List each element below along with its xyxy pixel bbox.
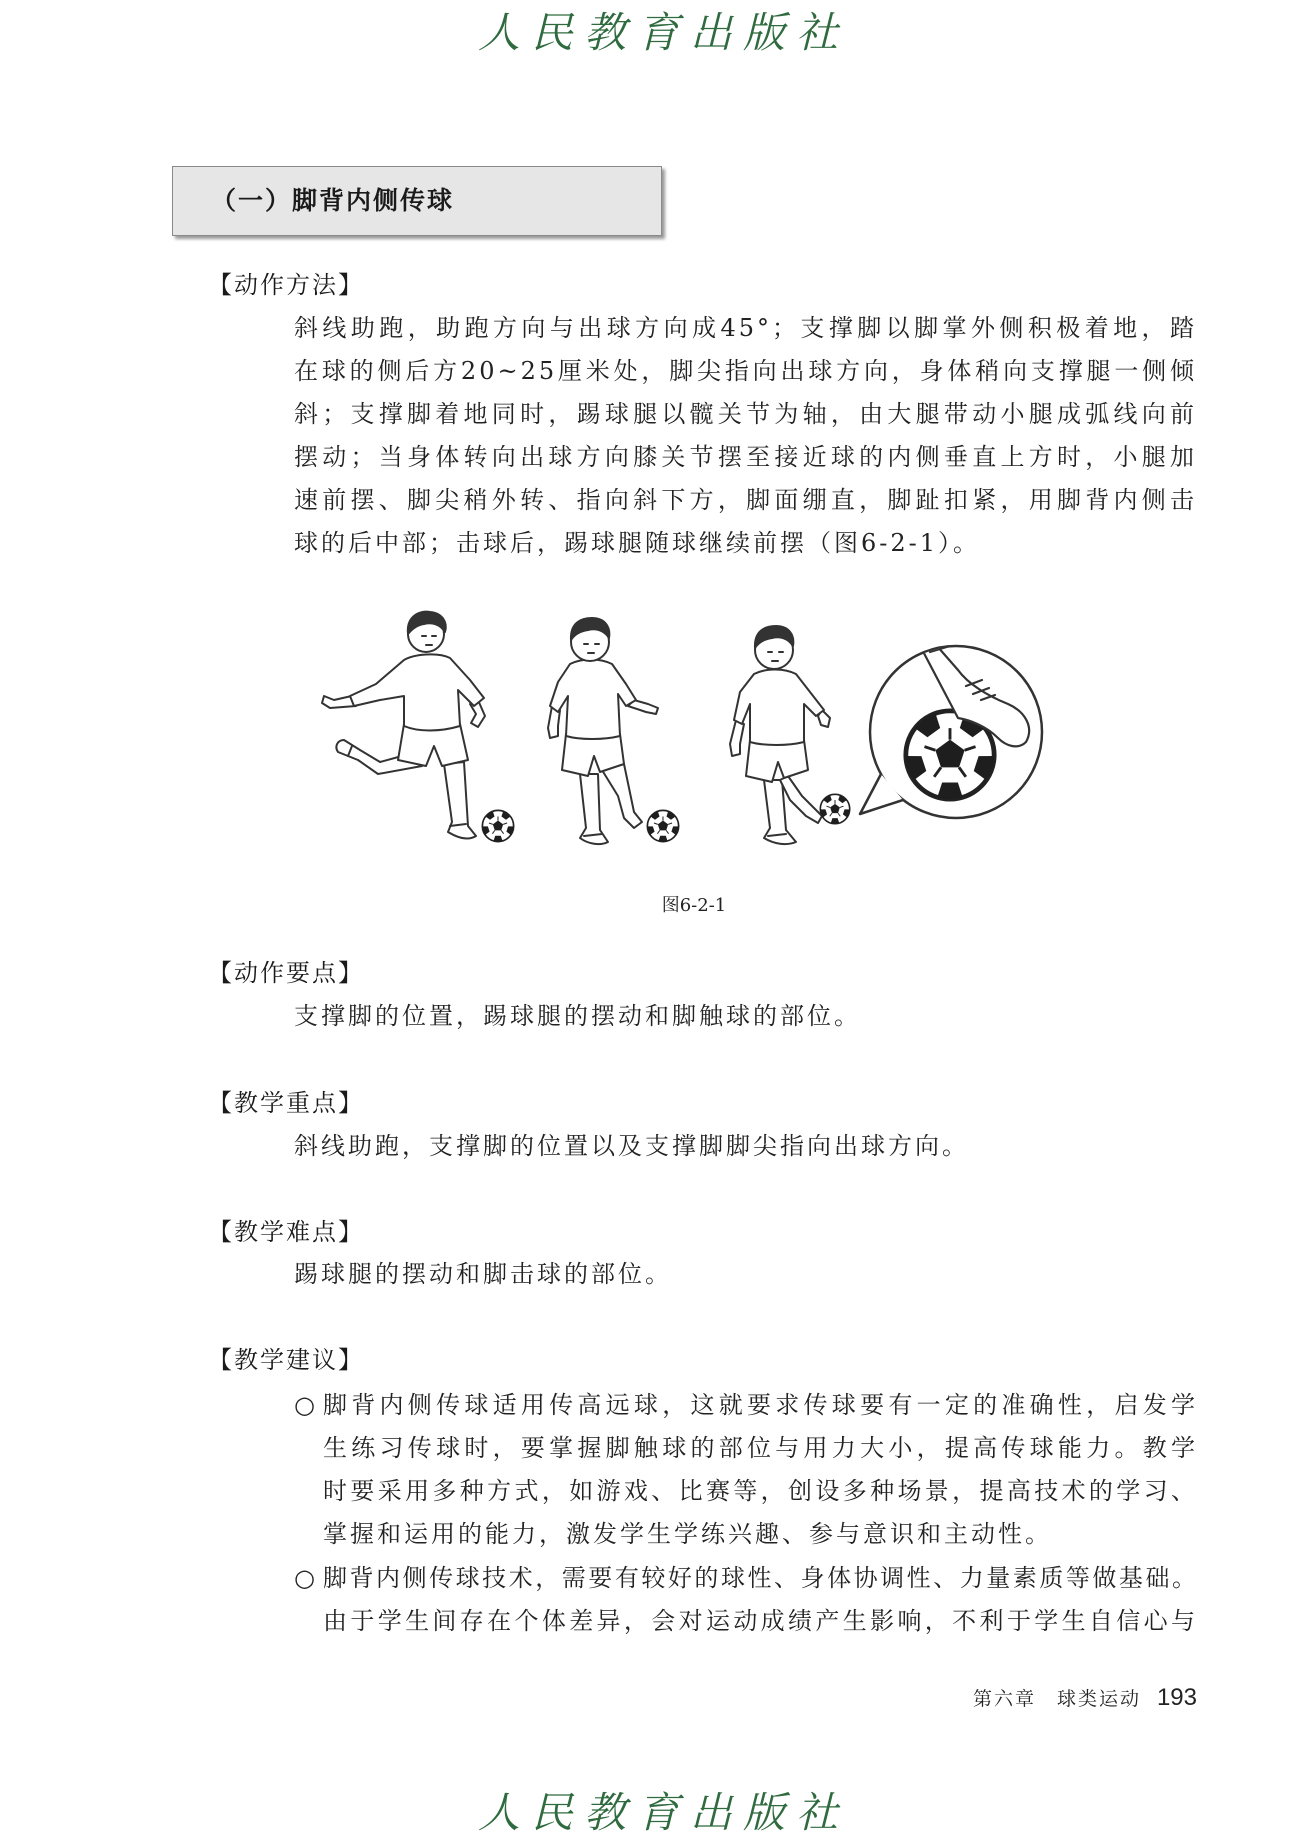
player-1-kicking-figure (322, 612, 485, 839)
label-teaching-suggestions: 【教学建议】 (208, 1347, 364, 1374)
publisher-logo-top: 人民教育出版社 (478, 8, 838, 57)
suggestion-item-1 (323, 1384, 1198, 1556)
player-2-back-leg (580, 774, 608, 844)
soccer-ball-1 (479, 808, 517, 844)
page-footer (973, 1684, 1197, 1712)
page-number: 193 (1156, 1684, 1197, 1711)
contact-detail-bubble (860, 638, 1042, 818)
suggestion-bullet-1: ○ (294, 1391, 315, 1419)
label-key-points: 【动作要点】 (208, 960, 364, 987)
section-heading-box (172, 166, 662, 236)
label-teaching-difficulty: 【教学难点】 (208, 1219, 364, 1246)
soccer-ball-3 (817, 793, 852, 827)
figure-caption: 图6-2-1 (661, 895, 727, 916)
text-line: 踢球腿的摆动和脚击球的部位。 (294, 1260, 672, 1288)
player-2-shirt (550, 660, 636, 740)
label-action-method: 【动作方法】 (208, 272, 364, 299)
key-points-text (294, 995, 1197, 1038)
suggestion-bullet-2: ○ (294, 1564, 315, 1592)
text-line: 速前摆、脚尖稍外转、指向斜下方，脚面绷直，脚趾扣紧，用脚背内侧击 (294, 486, 1197, 514)
player-3-kicking-figure (730, 626, 830, 844)
text-line: 球的后中部；击球后，踢球腿随球继续前摆（图6-2-1）。 (294, 529, 981, 557)
action-method-text (294, 307, 1197, 565)
figure-6-2-1-illustration (318, 600, 1048, 855)
chapter-title: 第六章 球类运动 (972, 1688, 1141, 1710)
publisher-logo-bottom: 人民教育出版社 (478, 1788, 838, 1837)
soccer-ball-2 (644, 808, 682, 844)
teaching-difficulty-text (294, 1253, 1197, 1296)
player-3-kicking-leg (780, 776, 822, 823)
section-heading: （一）脚背内侧传球 (211, 187, 455, 215)
text-line: 斜；支撑脚着地同时，踢球腿以髋关节为轴，由大腿带动小腿成弧线向前 (294, 400, 1197, 428)
suggestion-item-2 (323, 1557, 1198, 1643)
player-1-support-leg (444, 762, 476, 839)
player-3-shirt (734, 670, 824, 746)
text-line: 摆动；当身体转向出球方向膝关节摆至接近球的内侧垂直上方时，小腿加 (294, 443, 1197, 471)
text-line: 脚背内侧传球技术，需要有较好的球性、身体协调性、力量素质等做基础。 (323, 1564, 1198, 1592)
player-3-shorts (746, 740, 808, 782)
text-line: 斜线助跑，支撑脚的位置以及支撑脚脚尖指向出球方向。 (294, 1132, 969, 1160)
teaching-focus-text (294, 1125, 1197, 1168)
player-2-kicking-leg (602, 764, 642, 828)
text-line: 在球的侧后方20~25厘米处，脚尖指向出球方向，身体稍向支撑腿一侧倾 (294, 357, 1197, 385)
text-line: 时要采用多种方式，如游戏、比赛等，创设多种场景，提高技术的学习、 (323, 1477, 1198, 1505)
player-3-left-arm (730, 720, 744, 756)
player-1-shirt (350, 654, 484, 730)
label-teaching-focus: 【教学重点】 (208, 1090, 364, 1117)
text-line: 生练习传球时，要掌握脚触球的部位与用力大小，提高传球能力。教学 (323, 1434, 1198, 1462)
text-line: 掌握和运用的能力，激发学生学练兴趣、参与意识和主动性。 (323, 1520, 1052, 1548)
text-line: 斜线助跑，助跑方向与出球方向成45°；支撑脚以脚掌外侧积极着地，踏 (294, 314, 1197, 342)
player-2-kicking-figure (548, 618, 658, 844)
text-line: 由于学生间存在个体差异，会对运动成绩产生影响，不利于学生自信心与 (323, 1607, 1198, 1635)
text-line: 支撑脚的位置，踢球腿的摆动和脚触球的部位。 (294, 1002, 861, 1030)
text-line: 脚背内侧传球适用传高远球，这就要求传球要有一定的准确性，启发学 (323, 1391, 1198, 1419)
